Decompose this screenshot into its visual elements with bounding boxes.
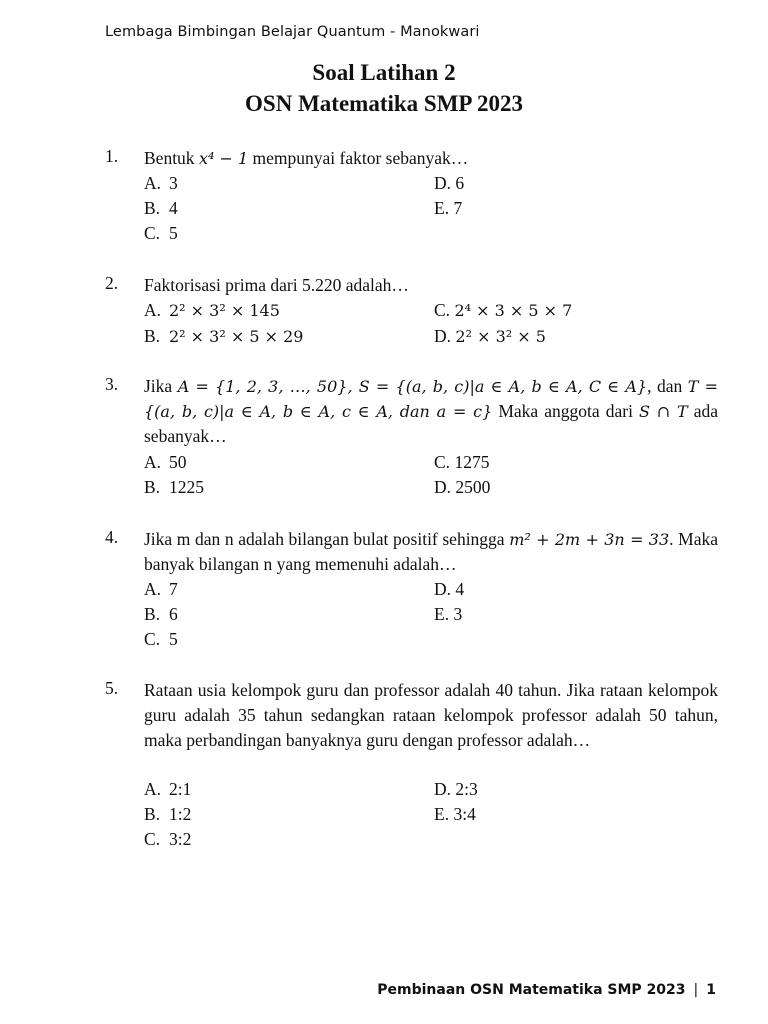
option-a[interactable]: A. 50 bbox=[144, 452, 187, 472]
option-a[interactable]: A. 3 bbox=[144, 173, 178, 193]
math-set-t: T = {(a, b, c)|a ∈ A, b ∈ A, c ∈ A, dan a = c} bbox=[144, 377, 718, 421]
page-title: Soal Latihan 2 bbox=[312, 60, 456, 85]
option-e[interactable]: E. 3 bbox=[434, 604, 463, 624]
option-c[interactable]: C. 3:2 bbox=[144, 829, 192, 849]
footer-separator: | bbox=[693, 982, 699, 998]
option-b[interactable]: B. 6 bbox=[144, 604, 178, 624]
option-a[interactable]: A. 2:1 bbox=[144, 779, 192, 799]
question-number: 2. bbox=[105, 273, 119, 293]
option-c[interactable]: C. 5 bbox=[144, 223, 178, 243]
option-d[interactable]: D. 2500 bbox=[434, 477, 491, 497]
page-number: 1 bbox=[706, 982, 716, 998]
option-d[interactable]: D. 2² × 3² × 5 bbox=[434, 326, 546, 346]
math-set-a-s: A = {1, 2, 3, …, 50}, S = {(a, b, c)|a ∈ A, b ∈ A, C ∈ A} bbox=[177, 377, 648, 396]
option-c[interactable]: C. 5 bbox=[144, 629, 178, 649]
page-footer bbox=[377, 982, 716, 998]
option-d[interactable]: D. 2:3 bbox=[434, 779, 478, 799]
option-b[interactable]: B. 2² × 3² × 5 × 29 bbox=[144, 326, 304, 346]
question-number: 3. bbox=[105, 374, 119, 394]
option-c[interactable]: C. 1275 bbox=[434, 452, 490, 472]
option-a[interactable]: A. 7 bbox=[144, 579, 178, 599]
question-number: 1. bbox=[105, 146, 119, 166]
header-institution: Lembaga Bimbingan Belajar Quantum - Manokwari bbox=[105, 24, 480, 40]
option-b[interactable]: B. 1225 bbox=[144, 477, 204, 497]
option-d[interactable]: D. 4 bbox=[434, 579, 465, 599]
option-b[interactable]: B. 4 bbox=[144, 198, 178, 218]
option-a[interactable]: A. 2² × 3² × 145 bbox=[144, 300, 280, 320]
page-subtitle: OSN Matematika SMP 2023 bbox=[245, 91, 523, 116]
question-text: Bentuk x⁴ − 1 mempunyai faktor sebanyak… bbox=[144, 148, 469, 168]
question-text: Rataan usia kelompok guru dan professor adalah 40 tahun. Jika rataan kelompok guru adalah 35 tahun sedangkan rataan kelompok professor adalah 50 tahun, maka perbandingan banyaknya guru dengan professor adalah… bbox=[144, 680, 718, 750]
option-c[interactable]: C. 2⁴ × 3 × 5 × 7 bbox=[434, 300, 573, 320]
question-text: Faktorisasi prima dari 5.220 adalah… bbox=[144, 275, 409, 295]
question-number: 5. bbox=[105, 678, 119, 698]
math-intersection: S ∩ T bbox=[639, 402, 688, 421]
option-d[interactable]: D. 6 bbox=[434, 173, 465, 193]
option-e[interactable]: E. 3:4 bbox=[434, 804, 476, 824]
option-e[interactable]: E. 7 bbox=[434, 198, 463, 218]
footer-text: Pembinaan OSN Matematika SMP 2023 bbox=[377, 982, 686, 998]
option-b[interactable]: B. 1:2 bbox=[144, 804, 192, 824]
question-text: Jika m dan n adalah bilangan bulat positif sehingga m² + 2m + 3n = 33. Maka banyak bilangan n yang memenuhi adalah… bbox=[144, 529, 718, 574]
question-text: Jika A = {1, 2, 3, …, 50}, S = {(a, b, c)|a ∈ A, b ∈ A, C ∈ A}, dan T = {(a, b, c)|a ∈ A, b ∈ A, c ∈ A, dan a = c} Maka anggota dari S ∩ T ada sebanyak… bbox=[144, 376, 718, 446]
question-number: 4. bbox=[105, 527, 119, 547]
math-expression: m² + 2m + 3n = 33 bbox=[509, 530, 670, 549]
math-expression: x⁴ − 1 bbox=[198, 149, 249, 168]
